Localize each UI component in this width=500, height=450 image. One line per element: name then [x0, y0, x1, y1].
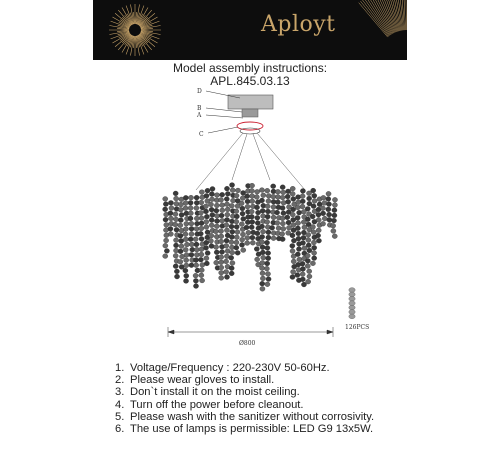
callout-a: A [197, 112, 202, 119]
callout-b: B [197, 105, 202, 112]
pieces-label: 126PCS [345, 324, 370, 331]
crystal-detail-icon [349, 288, 355, 319]
instruction-item: 3. Don`t install it on the moist ceiling. [115, 386, 300, 399]
model-number: APL.845.03.13 [210, 74, 290, 88]
brand-name: Aployt [261, 12, 336, 37]
instructions-list [115, 362, 374, 435]
instruction-item: 6. The use of lamps is permissible: LED G9 13x5W. [115, 423, 374, 436]
suspension-cables [196, 133, 305, 190]
instruction-item: 4. Turn off the power before cleanout. [115, 398, 304, 411]
canopy-stem [242, 109, 258, 117]
instruction-item: 5. Please wash with the sanitizer without corrosivity. [115, 410, 375, 423]
diameter-label: Ø800 [239, 340, 256, 347]
crystal-strands [163, 183, 338, 292]
callout-d: D [197, 88, 202, 95]
mounting-ring [237, 122, 263, 130]
callout-c: C [199, 131, 204, 138]
page-title: Model assembly instructions: [172, 61, 328, 75]
instruction-item: 2. Please wear gloves to install. [115, 374, 275, 387]
diameter-dimension [168, 327, 333, 337]
instruction-item: 1. Voltage/Frequency : 220-230V 50-60Hz. [115, 362, 330, 374]
